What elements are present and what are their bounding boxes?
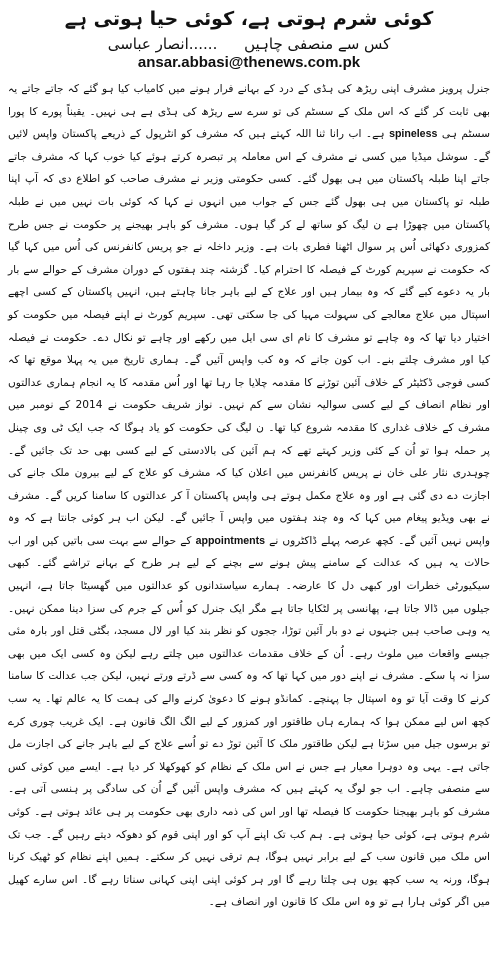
paragraph-text: نواز شریف حکومت نے 2014 کے نومبر میں مشرف کے خلاف غداری کا مقدمہ شروع کیا تھا۔ ن لیگ کی حکومت کو یاد ہوگا کہ جب ایک ٹی وی چینل پر حملہ ہوا تو اُن کے کئی وزیر کہتے تھے کہ ہم آئین کی بالادستی کے لیے کسی بھی حد تک جائیں گے۔ چوہدری نثار علی خان نے پریس کانفرنس میں اعلان کیا کہ مشرف کو علاج کے لیے بیرون ملک جانے کی اجازت دے دی گئی ہے اور وہ علاج مکمل ہوتے ہی واپس پاکستان آ کر عدالتوں کا سامنا کریں گے۔ مشرف نے بھی ویڈیو پیغام میں کہا کہ وہ چند ہفتوں میں واپس آ جائیں گے۔ لیکن اب ہر کوئی جانتا ہے کہ وہ واپس نہیں آئیں گے۔ (8, 399, 490, 547)
article-body (8, 78, 490, 914)
english-term: spineless (389, 128, 438, 141)
paragraph-text: جنرل پرویز مشرف اپنی ریڑھ کی ہڈی کے درد کے بہانے فرار ہونے میں کامیاب کیا ہو گئے کہ جاتے جاتے یہ بھی ثابت کر گئے کہ اس ملک کے سسٹم کی تو سرے سے ریڑھ کی ہڈی ہے ہی نہیں۔ یقیناً پورے کا پورا سسٹم ہی (8, 83, 490, 141)
column-subtitle: کس سے منصفی چاہیں (244, 35, 391, 53)
article-subline (8, 34, 490, 54)
article-headline: کوئی شرم ہوتی ہے، کوئی حیا ہوتی ہے (64, 8, 434, 30)
author-byline: ......انصار عباسی (107, 35, 218, 53)
paragraph-text: ہے۔ اب رانا ثنا اللہ کہتے ہیں کہ مشرف کو انٹرپول کے ذریعے پاکستان واپس لائیں گے۔ سوشل میڈیا میں کسی نے مشرف کے اس معاملہ پر تبصرہ کرتے ہوئے کیا خوب کہا کہ مشرف جاتے جاتے اپنا طبلہ پاکستان میں ہی بھول گئے۔ کسی حکومتی وزیر نے مشرف صاحب کو اطلاع دی کہ آپ اپنا طبلہ تو پاکستان میں ہی بھول گئے جس کے جواب میں انہوں نے کہا کہ کوئی بات نہیں میں نے طبلہ پاکستان میں چھوڑا ہے ن لیگ کو ساتھ لے کر گیا ہوں۔ مشرف کو باہر بھیجنے پر حکومت نے جس طرح کمزوری دکھائی اُس پر سوال اٹھنا فطری بات ہے۔ وزیر داخلہ نے جو پریس کانفرنس کی اُس میں کہا گیا کہ حکومت نے سپریم کورٹ کے فیصلہ کا احترام کیا۔ گزشتہ چند ہفتوں کے دوران مشرف کے حوالے سے بار بار یہ دعوے کیے گئے کہ وہ بیمار ہیں اور علاج کے لیے باہر جانا چاہتے ہیں، انہیں پاکستان کے کسی اچھے اسپتال میں علاج معالجے کی سہولت مہیا کی جا سکتی تھی۔ سپریم کورٹ نے اپنے فیصلہ میں حکومت کو اختیار دیا تھا کہ وہ چاہے تو مشرف کا نام ای سی ایل میں رکھے اور چاہے تو نکال دے۔ حکومت نے فیصلہ کیا اور مشرف چلتے بنے۔ اب کون جانے کہ وہ کب واپس آئیں گے۔ ہماری تاریخ میں یہ پہلا موقع تھا کہ کسی فوجی ڈکٹیٹر کے خلاف آئین توڑنے کا مقدمہ چلایا جا رہا تھا اور اُس مقدمہ کا یہ انجام ہماری عدالتوں اور نظام انصاف کے لیے کسی سوالیہ نشان سے کم نہیں۔ (8, 128, 490, 412)
paragraph-text: کے حوالے سے بہت سی باتیں کیں اور اب حالات یہ ہیں کہ عدالت کے سامنے پیش ہونے سے بچنے کے لیے ہر طرح کے بہانے تراشے گئے۔ کبھی سیکیورٹی خطرات اور کبھی دل کا عارضہ۔ ہمارے سیاستدانوں کو عدالتوں میں گھسیٹا جاتا ہے، انہیں جیلوں میں ڈالا جاتا ہے، پھانسی پر لٹکایا جاتا ہے مگر ایک جنرل کو اُس کے جرم کی سزا دینا ممکن نہیں۔ یہ وہی صاحب ہیں جنہوں نے دو بار آئین توڑا، ججوں کو نظر بند کیا اور لال مسجد، بگٹی قتل اور بارہ مئی جیسے واقعات میں ملوث رہے۔ اُن کے خلاف مقدمات عدالتوں میں چلتے رہے لیکن وہ کسی ایک میں بھی سزا نہ پا سکے۔ (8, 534, 490, 683)
article-paragraph (8, 78, 490, 914)
paragraph-text: کچھ عرصہ پہلے ڈاکٹروں نے (269, 534, 395, 547)
author-email: ansar.abbasi@thenews.com.pk (137, 54, 361, 71)
paragraph-text: اب جو لوگ یہ کہتے ہیں کہ مشرف واپس آئیں گے اُن کی سادگی پر ہنسی آتی ہے۔ مشرف کو باہر بھیجنا حکومت کا فیصلہ تھا اور اس کی ذمہ داری بھی حکومت پر ہی عائد ہوتی ہے۔ کوئی شرم ہوتی ہے، کوئی حیا ہوتی ہے۔ ہم کب تک اپنے آپ کو اور اپنی قوم کو دھوکہ دیتے رہیں گے۔ جب تک اس ملک میں قانون سب کے لیے برابر نہیں ہوگا، ہم ترقی نہیں کر سکتے۔ ہمیں اپنے نظام کو ٹھیک کرنا ہوگا، ورنہ یہ سب کچھ یوں ہی چلتا رہے گا اور ہر کوئی اپنی اپنی کہانی سناتا رہے گا۔ اس سارے کھیل میں اگر کوئی ہارا ہے تو وہ اس ملک کا قانون اور انصاف ہے۔ (8, 783, 490, 909)
paragraph-text: مشرف نے اپنے دور میں کہا تھا کہ وہ کسی سے ڈرتے ورتے نہیں، لیکن جب عدالت کا سامنا کرنے کا وقت آیا تو وہ اسپتال جا پہنچے۔ کمانڈو ہونے کا دعویٰ کرنے والے کی ہمت کا یہ عالم تھا۔ یہ سب کچھ اس لیے ممکن ہوا کہ ہمارے ہاں طاقتور اور کمزور کے لیے الگ الگ قانون ہے۔ ایک غریب چوری کرے تو برسوں جیل میں سڑتا ہے لیکن طاقتور ملک کا آئین توڑ دے تو اُسے علاج کے لیے باہر جانے کی اجازت مل جاتی ہے۔ یہی وہ دوہرا معیار ہے جس نے اس ملک کے نظام کو کھوکھلا کر دیا ہے۔ ایسے میں کوئی کس سے منصفی چاہے۔ (8, 670, 490, 796)
english-term: appointments (195, 534, 266, 547)
